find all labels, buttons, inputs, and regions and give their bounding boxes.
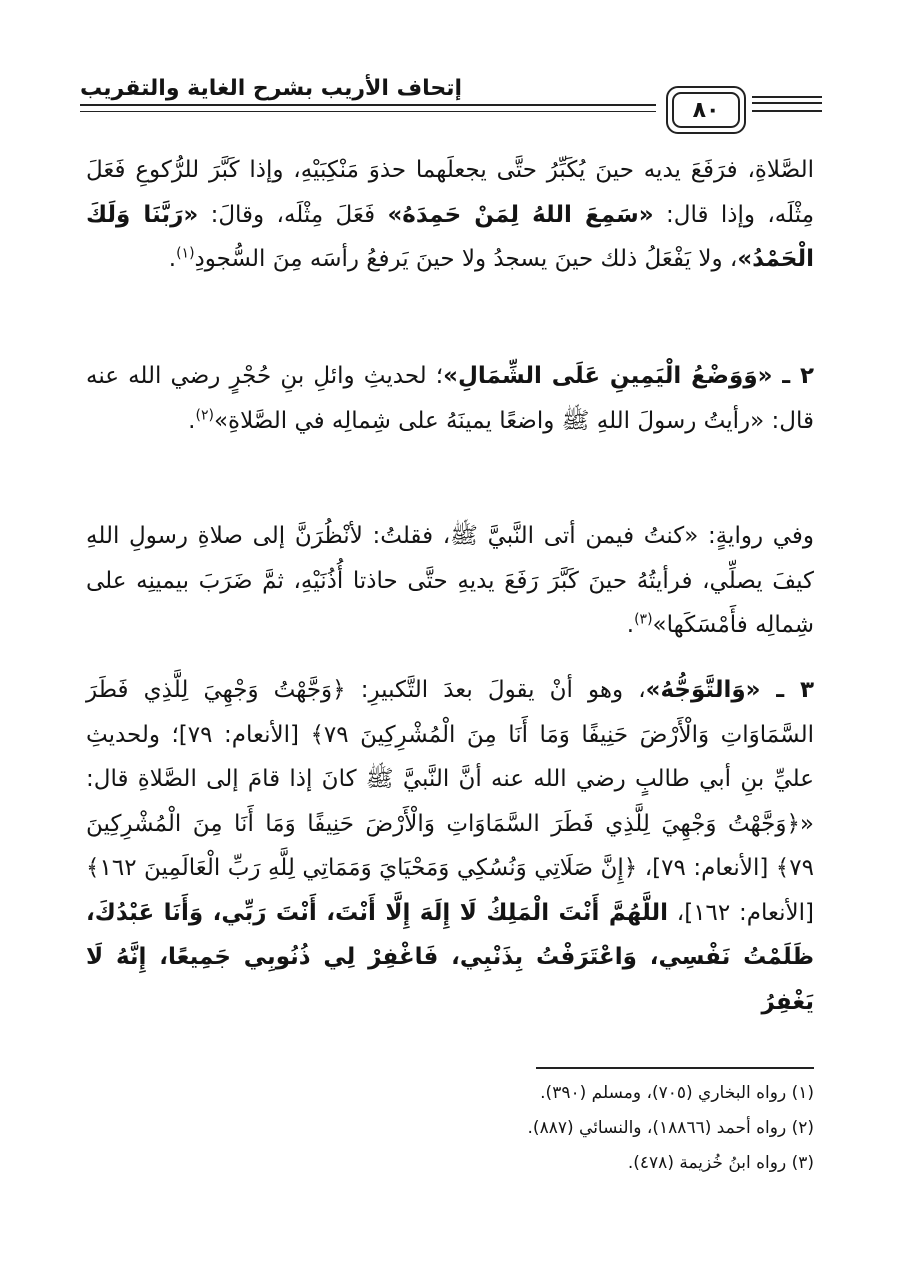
text-span: وفي روايةٍ: «كنتُ فيمن أتى النَّبيَّ ﷺ، فقلتُ: لأنْظُرَنَّ إلى صلاةِ رسولِ اللهِ كيفَ يصلِّي، فرأيتُهُ حينَ كَبَّرَ رَفَعَ يديهِ حتَّى حاذتا أُذُنَيْهِ، ثمَّ ضَرَبَ بيمينِه على شِمالِه فأَمْسَكَها» [86,523,814,638]
text-span: فَعَلَ مِثْلَه، وقالَ: [198,201,388,228]
hadith-quote-bold: «رَبَّنَا وَلَكَ الْحَمْدُ» [86,201,814,272]
quran-verse: ﴿وَجَّهْتُ وَجْهِيَ لِلَّذِي فَطَرَ السَّمَاوَاتِ وَالْأَرْضَ حَنِيفًا وَمَا أَنَا مِنَ الْمُشْرِكِينَ ٧٩﴾ [86,677,814,748]
footnote-ref-3[interactable]: (٣) [634,611,653,628]
text-span: [الأنعام: ١٦٢]، [668,899,814,926]
text-span: [الأنعام: ٧٩]، [637,855,776,881]
text-span: ؛ لحديثِ وائلِ بنِ حُجْرٍ رضي الله عنه قال: «رأيتُ رسولَ اللهِ ﷺ واضعًا يمينَهُ على شِمالِه في الصَّلاةِ» [86,363,814,434]
hadith-quote-bold: «سَمِعَ اللهُ لِمَنْ حَمِدَهُ» [387,201,654,228]
text-span: الصَّلاةِ، فرَفَعَ يديه حينَ يُكَبِّرُ حتَّى يجعلَهما حذوَ مَنْكِبَيْهِ، وإذا كَبَّرَ للرُّكوعِ فَعَلَ مِثْلَه، وإذا قال: [86,157,815,228]
footnote-ref-1[interactable]: (١) [176,245,195,262]
footnote-ref-2[interactable]: (٢) [195,406,214,423]
header-rule [80,104,656,106]
footnote-1: (١) رواه البخاري (٧٠٥)، ومسلم (٣٩٠). [540,1083,814,1103]
footnote-2: (٢) رواه أحمد (١٨٨٦٦)، والنسائي (٨٨٧). [527,1118,814,1138]
quran-verse: ﴿إِنَّ صَلَاتِي وَنُسُكِي وَمَحْيَايَ وَمَمَاتِي لِلَّهِ رَبِّ الْعَالَمِينَ ١٦٢﴾ [86,855,638,881]
footnote-3: (٣) رواه ابنُ خُزيمة (٤٧٨). [627,1153,814,1173]
section-heading-2: ٢ ـ «وَوَضْعُ الْيَمِينِ عَلَى الشِّمَالِ» [443,363,814,389]
text-span: [الأنعام: ٧٩]؛ ولحديثِ عليِّ بنِ أبي طالبٍ رضي الله عنه أنَّ النَّبيَّ ﷺ كانَ إذا قامَ إلى الصَّلاةِ قال: « [86,721,814,837]
header-ornament-line [752,110,822,112]
footnote-separator [536,1067,814,1069]
page-number-frame [666,86,746,134]
text-span: ، وهو أنْ يقولَ بعدَ التَّكبيرِ: [345,677,646,703]
paragraph-2 [86,354,814,443]
text-span: . [168,246,177,272]
paragraph-1 [86,148,814,282]
paragraph-4 [86,668,814,1024]
supplication-bold: اللَّهُمَّ أَنْتَ الْمَلِكُ لَا إِلَهَ إِلَّا أَنْتَ، أَنْتَ رَبِّي، وَأَنَا عَبْدُكَ، ظَلَمْتُ نَفْسِي، وَاعْتَرَفْتُ بِذَنْبِي، فَاغْفِرْ لِي ذُنُوبِي جَمِيعًا، إِنَّهُ لَا يَغْفِرُ [86,899,814,1015]
text-span: ، ولا يَفْعَلُ ذلك حينَ يسجدُ ولا حينَ يَرفعُ رأسَه مِنَ السُّجودِ [194,246,738,272]
quran-verse: ﴿وَجَّهْتُ وَجْهِيَ لِلَّذِي فَطَرَ السَّمَاوَاتِ وَالْأَرْضَ حَنِيفًا وَمَا أَنَا مِنَ الْمُشْرِكِينَ ٧٩﴾ [86,810,814,881]
running-header-title: إتحاف الأريب بشرح الغاية والتقريب [80,75,463,101]
text-span: . [626,612,635,638]
header-rule-thin [80,111,656,112]
text-span: . [188,407,196,434]
header-ornament-line [752,102,822,104]
section-heading-3: ٣ ـ «وَالتَّوَجُّهُ» [645,677,814,703]
page-number: ٨٠ [672,92,740,128]
header-ornament-line [752,96,822,98]
paragraph-3 [86,514,814,648]
